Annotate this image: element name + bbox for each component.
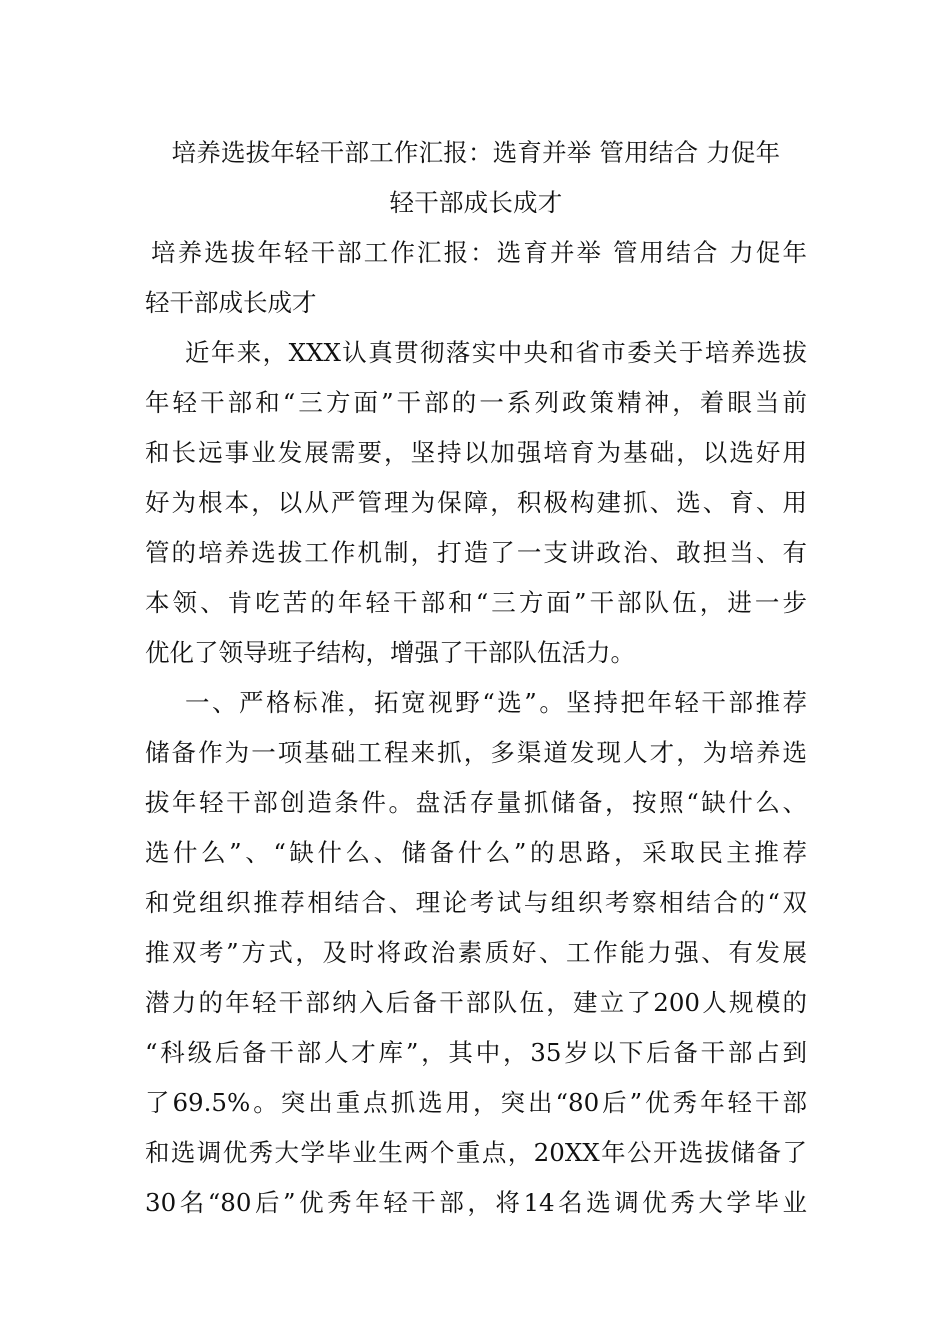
paragraph-line: 30名“80后”优秀年轻干部，将14名选调优秀大学毕业 — [145, 1188, 807, 1217]
paragraph-line: 潜力的年轻干部纳入后备干部队伍，建立了200人规模的 — [145, 988, 807, 1017]
paragraph-line: 和长远事业发展需要，坚持以加强培育为基础，以选好用 — [145, 438, 807, 467]
subtitle-line-1: 培养选拔年轻干部工作汇报：选育并举 管用结合 力促年 — [151, 238, 807, 267]
paragraph-line: 和选调优秀大学毕业生两个重点，20XX年公开选拔储备了 — [145, 1138, 807, 1167]
paragraph-line: 年轻干部和“三方面”干部的一系列政策精神，着眼当前 — [145, 388, 807, 417]
paragraph-line: 了69.5%。突出重点抓选用，突出“80后”优秀年轻干部 — [145, 1088, 807, 1117]
paragraph-line: 和党组织推荐相结合、理论考试与组织考察相结合的“双 — [145, 888, 807, 917]
paragraph-intro — [145, 328, 807, 678]
document-subtitle — [145, 228, 807, 328]
paragraph-line: 选什么”、“缺什么、储备什么”的思路，采取民主推荐 — [145, 838, 807, 867]
paragraph-line: 本领、肯吃苦的年轻干部和“三方面”干部队伍，进一步 — [145, 588, 807, 617]
title-line-2: 轻干部成长成才 — [389, 188, 563, 217]
paragraph-line: 管的培养选拔工作机制，打造了一支讲政治、敢担当、有 — [145, 538, 807, 567]
paragraph-section-1 — [145, 678, 807, 1228]
paragraph-line: 推双考”方式，及时将政治素质好、工作能力强、有发展 — [145, 938, 807, 967]
section-heading-line: 一、严格标准，拓宽视野“选”。坚持把年轻干部推荐 — [185, 688, 807, 717]
subtitle-line-2: 轻干部成长成才 — [145, 288, 317, 317]
paragraph-line: 近年来，XXX认真贯彻落实中央和省市委关于培养选拔 — [185, 338, 807, 367]
paragraph-line: 拔年轻干部创造条件。盘活存量抓储备，按照“缺什么、 — [145, 788, 807, 817]
paragraph-line: “科级后备干部人才库”，其中，35岁以下后备干部占到 — [145, 1038, 807, 1067]
title-line-1: 培养选拔年轻干部工作汇报：选育并举 管用结合 力促年 — [171, 138, 781, 167]
paragraph-line: 储备作为一项基础工程来抓，多渠道发现人才，为培养选 — [145, 738, 807, 767]
paragraph-line: 优化了领导班子结构，增强了干部队伍活力。 — [145, 638, 635, 667]
document-title — [145, 128, 807, 228]
paragraph-line: 好为根本，以从严管理为保障，积极构建抓、选、育、用 — [145, 488, 807, 517]
document-page — [145, 128, 807, 1228]
